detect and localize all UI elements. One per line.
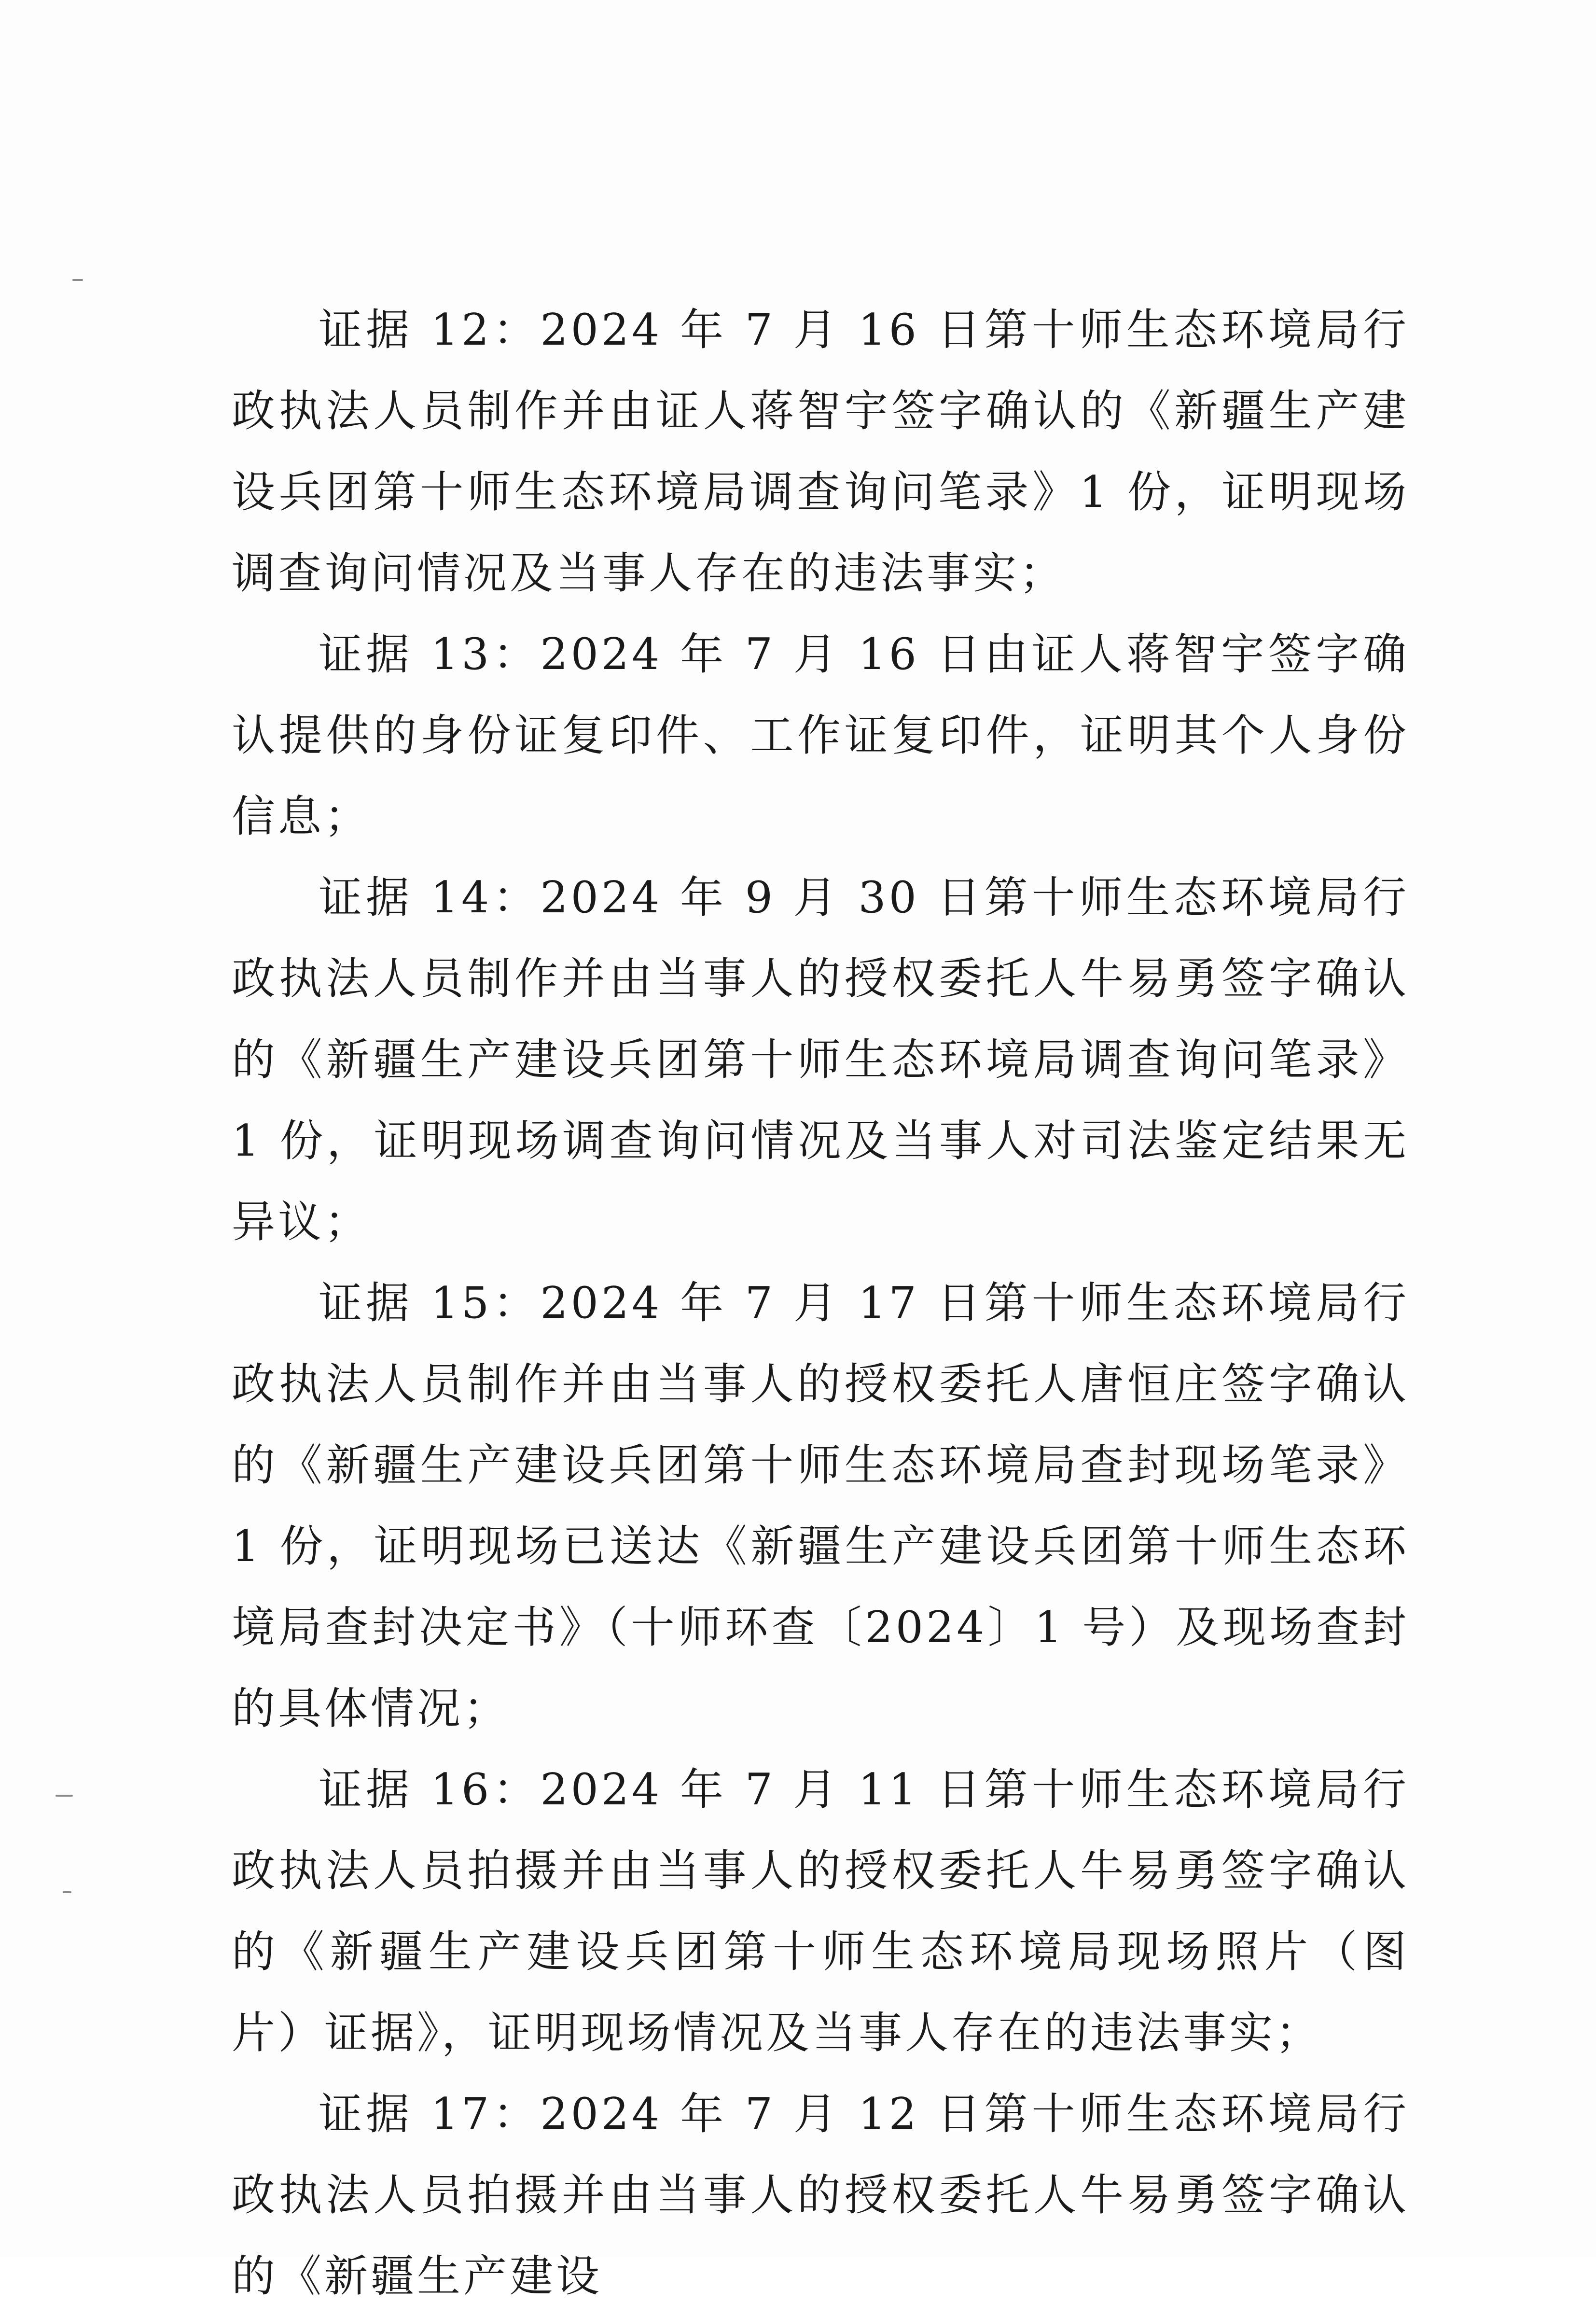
evidence-paragraph-12: 证据 12：2024 年 7 月 16 日第十师生态环境局行政执法人员制作并由证人蒋智宇签字确认的《新疆生产建设兵团第十师生态环境局调查询问笔录》1 份，证明现场调查询问情况及当事人存在的违法事实；	[232, 305, 1409, 599]
evidence-paragraph-16: 证据 16：2024 年 7 月 11 日第十师生态环境局行政执法人员拍摄并由当事人的授权委托人牛易勇签字确认的《新疆生产建设兵团第十师生态环境局现场照片（图片）证据》，证明现场情况及当事人存在的违法事实；	[232, 1764, 1409, 2058]
evidence-paragraph-15: 证据 15：2024 年 7 月 17 日第十师生态环境局行政执法人员制作并由当事人的授权委托人唐恒庄签字确认的《新疆生产建设兵团第十师生态环境局查封现场笔录》1 份，证明现场已送达《新疆生产建设兵团第十师生态环境局查封决定书》（十师环查〔2024〕1 号）及现场查封的具体情况；	[232, 1278, 1409, 1734]
document-body	[232, 290, 1409, 2317]
evidence-paragraph-17: 证据 17：2024 年 7 月 12 日第十师生态环境局行政执法人员拍摄并由当事人的授权委托人牛易勇签字确认的《新疆生产建设	[232, 2089, 1409, 2302]
scan-mark-middle	[56, 1795, 73, 1797]
evidence-paragraph-13: 证据 13：2024 年 7 月 16 日由证人蒋智宇签字确认提供的身份证复印件、工作证复印件，证明其个人身份信息；	[232, 629, 1409, 842]
evidence-paragraph-14: 证据 14：2024 年 9 月 30 日第十师生态环境局行政执法人员制作并由当事人的授权委托人牛易勇签字确认的《新疆生产建设兵团第十师生态环境局调查询问笔录》1 份，证明现场调查询问情况及当事人对司法鉴定结果无异议；	[232, 872, 1409, 1247]
scan-mark-top	[72, 279, 83, 281]
scan-mark-bottom	[63, 1891, 71, 1893]
